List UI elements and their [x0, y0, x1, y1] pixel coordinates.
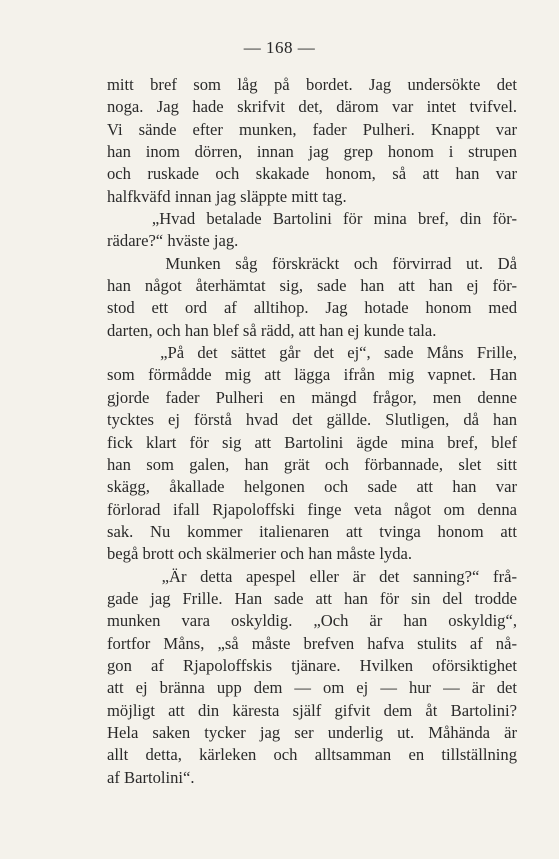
text-line: stod ett ord af alltihop. Jag hotade honom med [107, 298, 517, 318]
text-line: gade jag Frille. Han sade att han för sin del trodde [107, 588, 517, 608]
text-line: mitt bref som låg på bordet. Jag undersökte det [107, 75, 517, 94]
text-line: allt detta, kärleken och alltsamman en tillställning [107, 745, 517, 765]
text-line: möjligt att din käresta själf gifvit dem åt Bartolini? [107, 700, 517, 720]
text-line: förlorad ifall Rjapoloffski finge veta något om denna [107, 499, 517, 519]
text-line: rädare?“ hväste jag. [107, 231, 239, 251]
text-line: Vi sände efter munken, fader Pulheri. Knappt var [107, 119, 517, 139]
text-line: „Är detta apespel eller är det sanning?“ frå- [107, 566, 517, 586]
body-text [107, 74, 517, 789]
text-line: gon af Rjapoloffskis tjänare. Hvilken oförsiktighet [107, 655, 517, 675]
text-line: munken vara oskyldig. „Och är han oskyldig“, [107, 611, 517, 631]
text-line: tycktes ej förstå hvad det gällde. Slutligen, då han [107, 410, 517, 430]
text-line: af Bartolini“. [107, 767, 195, 787]
text-line: som förmådde mig att lägga ifrån mig vapnet. Han [107, 365, 517, 385]
text-line: „På det sättet går det ej“, sade Måns Frille, [107, 343, 517, 363]
text-line: „Hvad betalade Bartolini för mina bref, din för- [107, 209, 517, 229]
text-line: skägg, åkallade helgonen och sade att han var [107, 477, 517, 497]
text-line: sak. Nu kommer italienaren att tvinga honom att [107, 521, 517, 541]
text-line: begå brott och skälmerier och han måste lyda. [107, 544, 413, 564]
text-line: att ej bränna upp dem — om ej — hur — är det [107, 678, 517, 698]
text-line: och ruskade och skakade honom, så att han var [107, 164, 517, 184]
text-line: han som galen, han grät och förbannade, slet sitt [107, 454, 517, 474]
text-line: han inom dörren, innan jag grep honom i strupen [107, 142, 517, 162]
text-line: gjorde fader Pulheri en mängd frågor, men denne [107, 387, 517, 407]
page-number: — 168 — [243, 38, 316, 57]
text-line: fortfor Måns, „så måste brefven hafva stulits af nå- [107, 633, 517, 653]
text-line: Hela saken tycker jag ser underlig ut. Måhända är [107, 722, 517, 742]
text-line: han något återhämtat sig, sade han att han ej för- [107, 276, 517, 296]
text-line: fick klart för sig att Bartolini ägde mina bref, blef [107, 432, 517, 452]
text-line: noga. Jag hade skrifvit det, därom var intet tvifvel. [107, 97, 517, 117]
text-line: halfkväfd innan jag släppte mitt tag. [107, 186, 347, 206]
text-line: darten, och han blef så rädd, att han ej kunde tala. [107, 320, 437, 340]
text-line: Munken såg förskräckt och förvirrad ut. Då [107, 253, 517, 273]
